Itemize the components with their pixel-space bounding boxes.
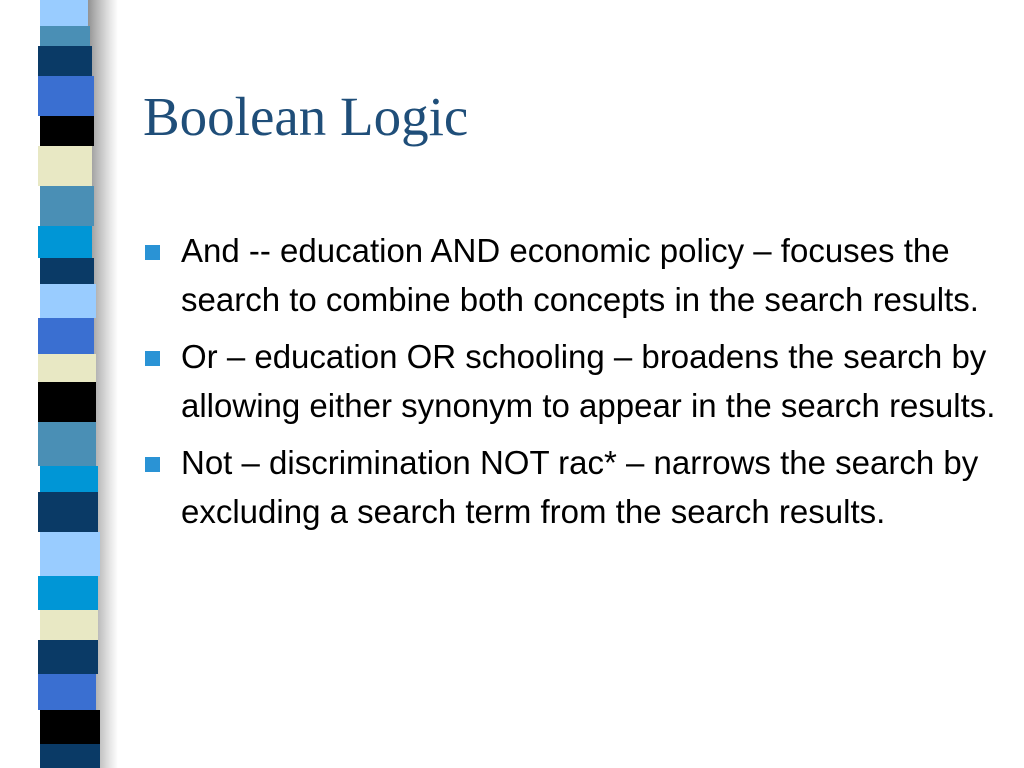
strip-block <box>40 532 100 576</box>
strip-block <box>40 710 100 744</box>
strip-block <box>40 116 94 146</box>
strip-block <box>38 382 96 422</box>
square-bullet-icon <box>145 457 160 472</box>
strip-block <box>40 744 100 768</box>
strip-block <box>40 284 96 318</box>
square-bullet-icon <box>145 245 160 260</box>
strip-block <box>38 76 94 116</box>
strip-block <box>38 146 92 186</box>
bullet-item-or <box>145 332 1005 430</box>
strip-block <box>38 576 98 610</box>
strip-block <box>40 258 94 284</box>
bullet-list <box>145 226 1005 544</box>
decorative-strip <box>0 0 124 768</box>
strip-block <box>38 674 96 710</box>
strip-block <box>38 640 98 674</box>
strip-block <box>40 26 90 46</box>
slide-title: Boolean Logic <box>143 86 469 147</box>
bullet-text: Or – education OR schooling – broadens the search by allowing either synonym to appear in the search results. <box>181 338 996 424</box>
strip-block <box>38 422 96 466</box>
bullet-text: And -- education AND economic policy – focuses the search to combine both concepts in the search results. <box>181 232 979 318</box>
strip-block <box>38 46 92 76</box>
strip-block <box>40 610 98 640</box>
strip-block <box>38 226 92 258</box>
strip-block <box>38 354 96 382</box>
strip-block <box>40 186 94 226</box>
bullet-text: Not – discrimination NOT rac* – narrows the search by excluding a search term from the search results. <box>181 444 979 530</box>
strip-block <box>38 492 98 532</box>
strip-block <box>40 466 98 492</box>
strip-block <box>40 0 88 26</box>
bullet-item-and <box>145 226 1005 324</box>
square-bullet-icon <box>145 351 160 366</box>
bullet-item-not <box>145 438 1005 536</box>
strip-block <box>38 318 94 354</box>
